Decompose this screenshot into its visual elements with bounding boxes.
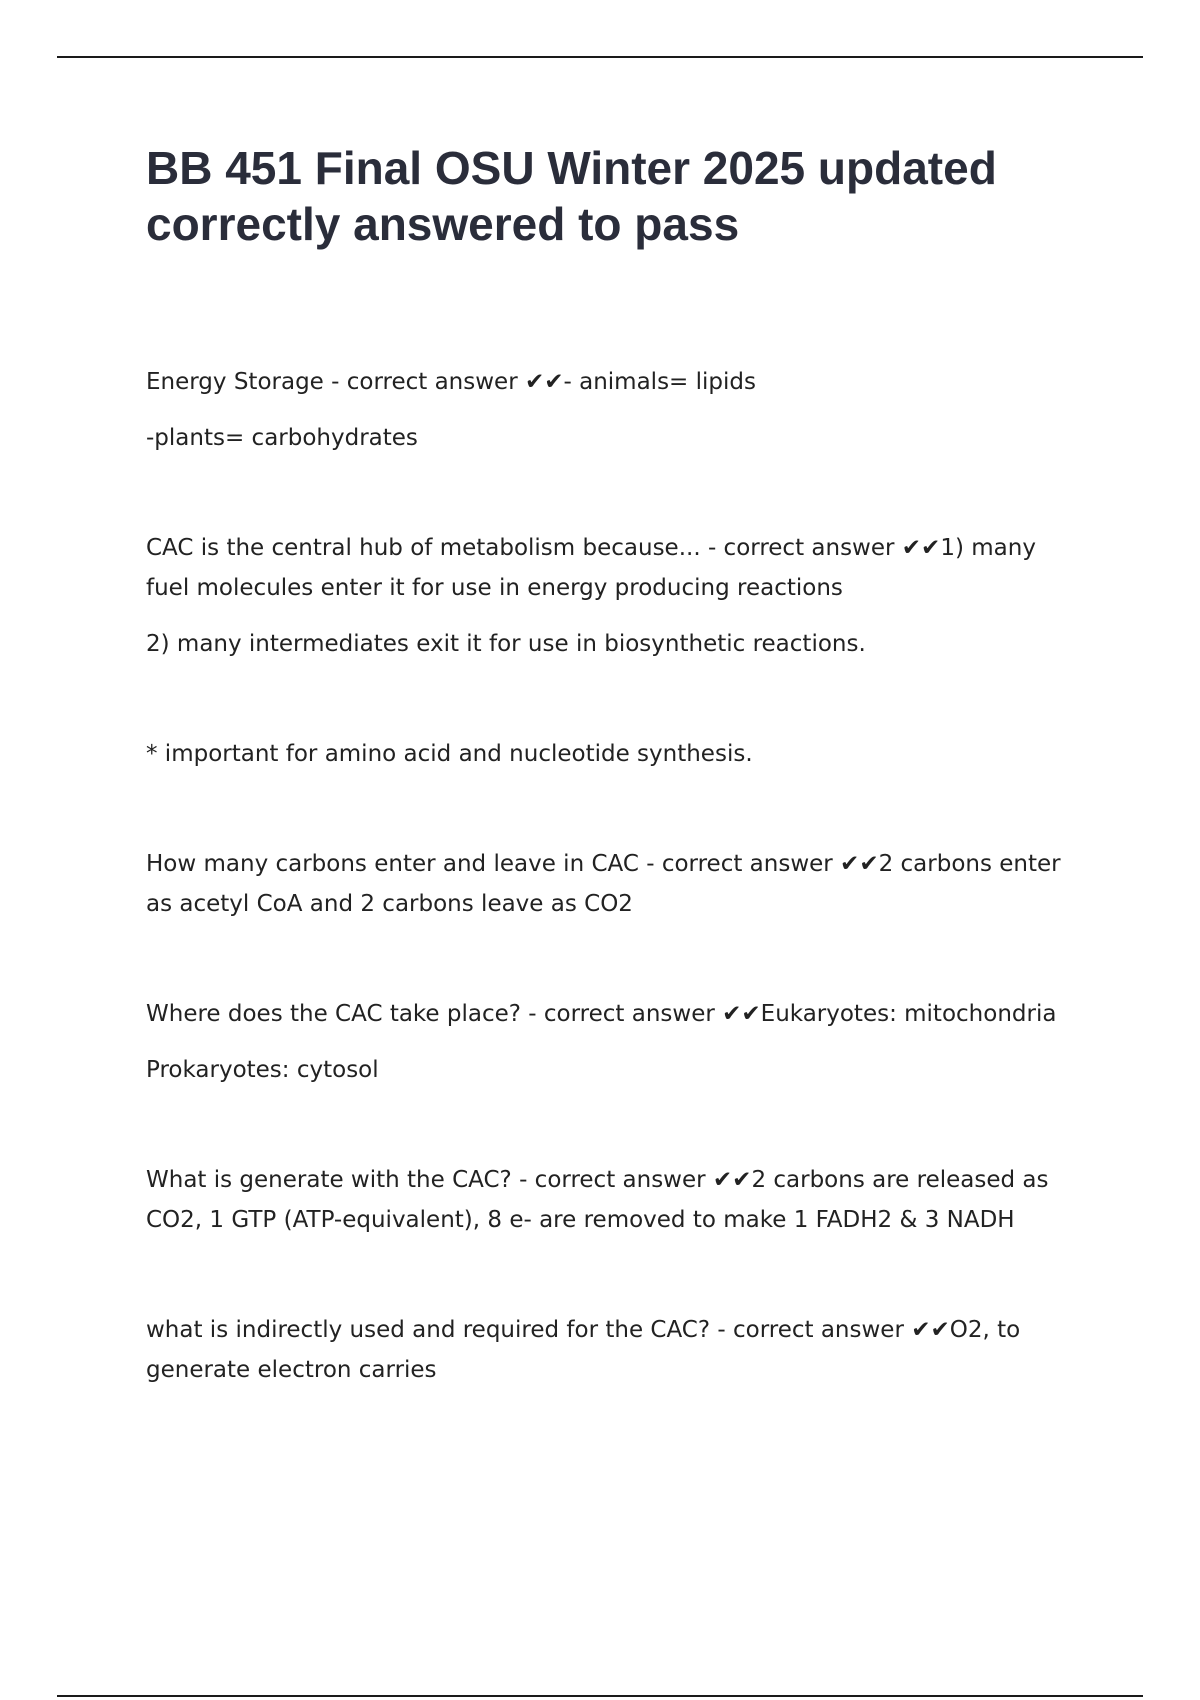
qa-continuation: -plants= carbohydrates xyxy=(146,425,418,451)
document-title xyxy=(146,140,1086,252)
qa-question-answer: what is indirectly used and required for the CAC? - correct answer ✔✔O2, to generate electron carries xyxy=(146,1317,1021,1383)
bottom-divider xyxy=(57,1695,1143,1697)
qa-item-generated xyxy=(146,1160,1086,1240)
top-divider xyxy=(57,56,1143,58)
title-line-1: BB 451 Final OSU Winter 2025 updated xyxy=(146,142,997,194)
qa-question-answer: Energy Storage - correct answer ✔✔- animals= lipids xyxy=(146,369,756,395)
qa-continuation: Prokaryotes: cytosol xyxy=(146,1057,379,1083)
qa-question-answer: How many carbons enter and leave in CAC - correct answer ✔✔2 carbons enter as acetyl CoA and 2 carbons leave as CO2 xyxy=(146,851,1061,917)
qa-question-answer: What is generate with the CAC? - correct answer ✔✔2 carbons are released as CO2, 1 GTP (ATP-equivalent), 8 e- are removed to make 1 FADH2 & 3 NADH xyxy=(146,1167,1049,1233)
document-body xyxy=(146,140,1086,1390)
qa-item-cac-central-hub xyxy=(146,528,1086,664)
qa-question-answer: CAC is the central hub of metabolism because... - correct answer ✔✔1) many fuel molecules enter it for use in energy producing reactions xyxy=(146,535,1036,601)
qa-item-note xyxy=(146,734,1086,774)
qa-item-location xyxy=(146,994,1086,1090)
qa-item-indirect-requirement xyxy=(146,1310,1086,1390)
qa-continuation: 2) many intermediates exit it for use in biosynthetic reactions. xyxy=(146,631,866,657)
qa-question-answer: Where does the CAC take place? - correct answer ✔✔Eukaryotes: mitochondria xyxy=(146,1001,1057,1027)
qa-list xyxy=(146,362,1086,1390)
qa-item-energy-storage xyxy=(146,362,1086,458)
qa-note: * important for amino acid and nucleotide synthesis. xyxy=(146,741,753,767)
qa-item-carbons xyxy=(146,844,1086,924)
title-line-2: correctly answered to pass xyxy=(146,198,740,250)
